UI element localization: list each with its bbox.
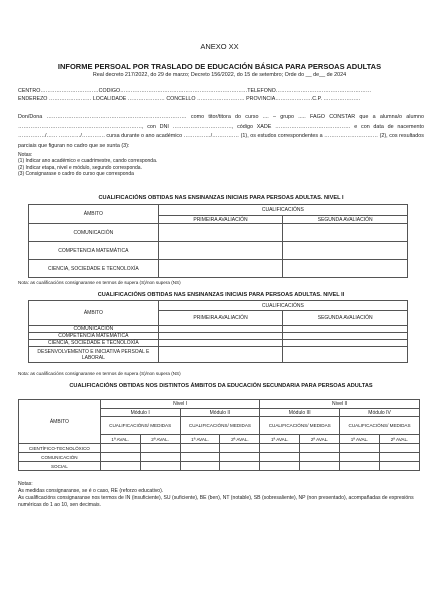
table3-module-header: Módulo III bbox=[260, 409, 340, 417]
table3-cell bbox=[380, 444, 420, 453]
table3-cell bbox=[300, 453, 340, 462]
table3-eval2-header: 2ª AVAL. bbox=[300, 435, 340, 444]
tutor-statement: Don/Dona …………………………………………………………………… como titor/titora do curso .... – grupo ..... FAGO CONSTAR que a alumna/o alumno ……………………………………………………………, con DNI ……………………………, código XADE …………………………………… e con data de nacemento ……………/…… …………/…………. cursa durante o ano académico ……………/…………… (1), os estudos correspondentes a ………………………… (2), cos resultados parciais que figuran no cadro que se xunta (3): bbox=[18, 114, 424, 149]
table3-cell bbox=[300, 462, 340, 471]
table3-qual-header: CUALIFICACIÓNS/ MEDIDAS bbox=[260, 417, 340, 435]
table3-eval2-header: 2ª AVAL. bbox=[380, 435, 420, 444]
table3-cell bbox=[260, 444, 300, 453]
table2-second-eval-header: SEGUNDA AVALIACIÓN bbox=[283, 311, 408, 326]
table3-cell bbox=[180, 444, 220, 453]
table3-module-header: Módulo I bbox=[100, 409, 180, 417]
table3-cell bbox=[140, 453, 180, 462]
table2-nivel-ii bbox=[28, 300, 408, 363]
table3-cell bbox=[260, 462, 300, 471]
notes-label: Notas: bbox=[18, 152, 33, 158]
table3-secundaria bbox=[18, 399, 420, 471]
bottom-notes-label: Notas: bbox=[18, 481, 33, 487]
table3-row-label: SOCIAL bbox=[19, 462, 101, 471]
table3-area-header: ÁMBITO bbox=[19, 400, 101, 444]
table3-module-header: Módulo II bbox=[180, 409, 260, 417]
table3-eval1-header: 1ª AVAL. bbox=[260, 435, 300, 444]
table2-cell bbox=[283, 333, 408, 340]
table1-cell bbox=[283, 260, 408, 278]
table1-second-eval-header: SEGUNDA AVALIACIÓN bbox=[283, 216, 408, 224]
table1-cell bbox=[158, 260, 283, 278]
table3-qual-header: CUALIFICACIÓNS/ MEDIDAS bbox=[100, 417, 180, 435]
table3-cell bbox=[220, 462, 260, 471]
table2-row-label: CIENCIA, SOCIEDADE E TECNOLOXÍA bbox=[29, 340, 159, 347]
table3-eval1-header: 1ª AVAL. bbox=[100, 435, 140, 444]
table2-row-label: DESENVOLVEMENTO E INICIATIVA PERSOAL E LABORAL bbox=[29, 347, 159, 363]
table1-nivel-i bbox=[28, 204, 408, 278]
table3-cell bbox=[340, 453, 380, 462]
table2-row-label: COMPETENCIA MATEMÁTICA bbox=[29, 333, 159, 340]
table3-cell bbox=[340, 444, 380, 453]
table3-cell bbox=[180, 453, 220, 462]
table3-cell bbox=[100, 444, 140, 453]
table2-cell bbox=[283, 326, 408, 333]
table3-cell bbox=[340, 462, 380, 471]
table2-cell bbox=[158, 326, 283, 333]
document-title: INFORME PERSOAL POR TRASLADO DE EDUCACIÓN BÁSICA PARA PERSOAS ADULTAS bbox=[57, 62, 382, 71]
center-fields-line-1: CENTRO……………………………CÓDIGO………………………………………………………………TELÉFONO……………………………………………… bbox=[18, 88, 372, 94]
table3-module-header: Módulo IV bbox=[340, 409, 420, 417]
table3-cell bbox=[140, 462, 180, 471]
table2-cell bbox=[158, 333, 283, 340]
table2-row-label: COMUNICACIÓN bbox=[29, 326, 159, 333]
statement-notes bbox=[18, 152, 424, 177]
table1-first-eval-header: PRIMEIRA AVALIACIÓN bbox=[158, 216, 283, 224]
table3-cell bbox=[100, 462, 140, 471]
bottom-note-line: As cualificacións consignaranse nos termos de IN (insuficiente), SU (suficiente), BE (ben), NT (notable), SB (sobresaliente), NP (non presentado), acompañadas de expresións numéricas do 1 ao 10, sen decimais. bbox=[18, 495, 414, 508]
table3-row-label: CIENTÍFICO-TECNOLÓXICO bbox=[19, 444, 101, 453]
table3-cell bbox=[260, 453, 300, 462]
table3-cell bbox=[380, 462, 420, 471]
table1-qual-header: CUALIFICACIÓNS bbox=[158, 205, 407, 216]
table3-level-header: Nivel II bbox=[260, 400, 420, 409]
table3-cell bbox=[380, 453, 420, 462]
table3-eval2-header: 2ª AVAL. bbox=[140, 435, 180, 444]
table3-cell bbox=[180, 462, 220, 471]
table1-cell bbox=[158, 242, 283, 260]
center-fields-line-2: ENDEREZO …………………… LOCALIDADE ………………… CONCELLO ……………………… PROVINCIA…………………C.P. ………………… bbox=[18, 96, 361, 102]
table3-cell bbox=[220, 453, 260, 462]
table2-first-eval-header: PRIMEIRA AVALIACIÓN bbox=[158, 311, 283, 326]
note-item: (2) Indicar etapa, nivel e módulo, segundo corresponda. bbox=[18, 164, 142, 171]
table1-row-label: CIENCIA, SOCIEDADE E TECNOLOXÍA bbox=[29, 260, 159, 278]
table3-level-header: Nivel I bbox=[100, 400, 260, 409]
table2-qual-header: CUALIFICACIÓNS bbox=[158, 301, 407, 311]
document-subtitle: Real decreto 217/2022, do 29 de marzo; Decreto 156/2022, do 15 de setembro; Orde do __ de__ de 2024 bbox=[92, 72, 347, 78]
table2-cell bbox=[283, 347, 408, 363]
table1-cell bbox=[283, 224, 408, 242]
bottom-note-line: As medidas consignaranse, se é o caso, RE (reforzo educativo). bbox=[18, 488, 164, 494]
table3-cell bbox=[140, 444, 180, 453]
table2-cell bbox=[158, 347, 283, 363]
note-item: (1) Indicar ano académico e cuadrimestre, cando corresponda. bbox=[18, 158, 158, 165]
table1-footnote: Nota: as cualificacións consignaranse en termos de supera (S)/non supera (NS) bbox=[18, 280, 181, 285]
table1-heading: CUALIFICACIÓNS OBTIDAS NAS ENSINANZAS INICIAIS PARA PERSOAS ADULTAS. NIVEL I bbox=[98, 195, 344, 201]
table2-cell bbox=[158, 340, 283, 347]
table3-heading: CUALIFICACIÓNS OBTIDAS NOS DISTINTOS ÁMBITOS DA EDUCACIÓN SECUNDARIA PARA PERSOAS ADULTAS bbox=[69, 383, 373, 389]
table1-row-label: COMPETENCIA MATEMÁTICA bbox=[29, 242, 159, 260]
table1-cell bbox=[158, 224, 283, 242]
table3-cell bbox=[100, 453, 140, 462]
table2-footnote: Nota: as cualificacións consignaranse en termos de supera (S)/non supera (NS) bbox=[18, 371, 181, 376]
table2-area-header: ÁMBITO bbox=[29, 301, 159, 326]
table3-eval2-header: 2ª AVAL. bbox=[220, 435, 260, 444]
bottom-notes bbox=[18, 481, 422, 509]
note-item: (3) Consignarase o cadro do curso que corresponda bbox=[18, 170, 134, 177]
table1-area-header: ÁMBITO bbox=[29, 205, 159, 224]
table3-cell bbox=[300, 444, 340, 453]
table3-eval1-header: 1ª AVAL. bbox=[340, 435, 380, 444]
table3-eval1-header: 1ª AVAL. bbox=[180, 435, 220, 444]
table2-heading: CUALIFICACIÓNS OBTIDAS NAS ENSINANZAS INICIAIS PARA PERSOAS ADULTAS. NIVEL II bbox=[97, 292, 345, 298]
table3-qual-header: CUALIFICACIÓNS/ MEDIDAS bbox=[340, 417, 420, 435]
table3-cell bbox=[220, 444, 260, 453]
table3-row-label: COMUNICACIÓN bbox=[19, 453, 101, 462]
table1-cell bbox=[283, 242, 408, 260]
annex-label: ANEXO XX bbox=[200, 42, 239, 51]
table3-qual-header: CUALIFICACIÓNS/ MEDIDAS bbox=[180, 417, 260, 435]
table1-row-label: COMUNICACIÓN bbox=[29, 224, 159, 242]
table2-cell bbox=[283, 340, 408, 347]
